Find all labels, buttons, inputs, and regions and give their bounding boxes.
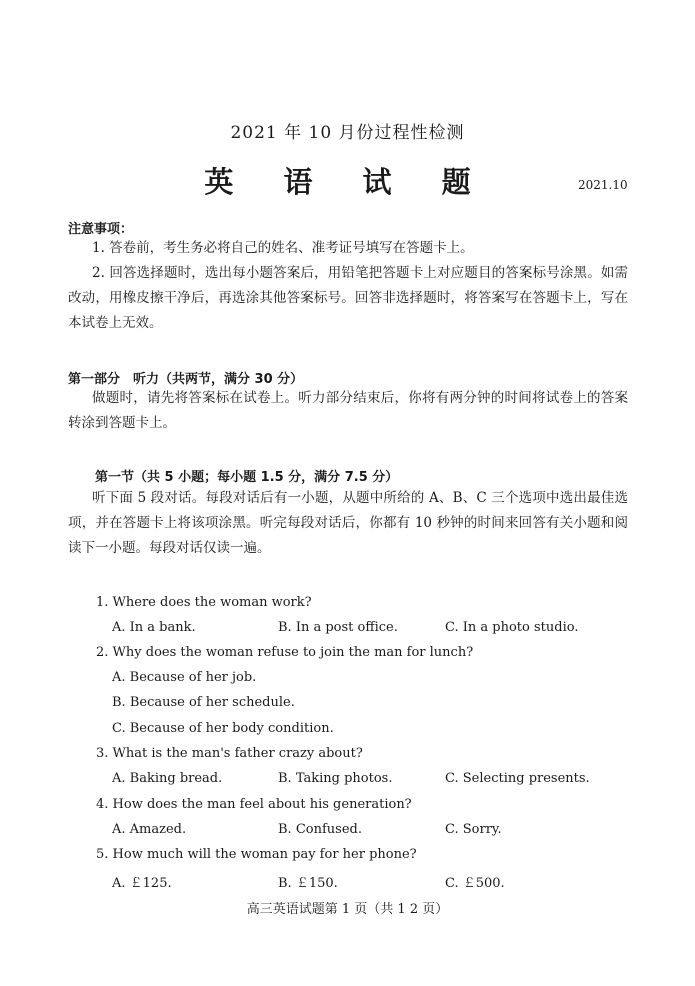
part1-intro: 做题时，请先将答案标在试卷上。听力部分结束后，你将有两分钟的时间将试卷上的答案转涂到答题卡上。 bbox=[68, 390, 628, 431]
section1-heading: 第一节（共 5 小题；每小题 1.5 分，满分 7.5 分） bbox=[95, 470, 399, 485]
exam-title: 2021 年 10 月份过程性检测 bbox=[230, 123, 465, 143]
option-b: B. Taking photos. bbox=[278, 771, 393, 786]
subject-title: 英 语 试 题 bbox=[204, 165, 491, 199]
option-a: A. Baking bread. bbox=[112, 771, 223, 786]
exam-date: 2021.10 bbox=[578, 178, 628, 192]
option-b: B. In a post office. bbox=[278, 620, 398, 635]
question-stem: 2. Why does the woman refuse to join the man for lunch? bbox=[96, 645, 474, 660]
question-stem: 3. What is the man's father crazy about? bbox=[96, 746, 363, 761]
option-c: C. Selecting presents. bbox=[445, 771, 590, 786]
option-a: A. In a bank. bbox=[112, 620, 196, 635]
question-stem: 1. Where does the woman work? bbox=[96, 595, 312, 610]
option-a: A. Amazed. bbox=[112, 822, 187, 837]
section1-intro: 听下面 5 段对话。每段对话后有一小题，从题中所给的 A、B、C 三个选项中选出最佳选项，并在答题卡上将该项涂黑。听完每段对话后，你都有 10 秒钟的时间来回答有关小题和阅读下一小题。每段对话仅读一遍。 bbox=[68, 490, 628, 556]
option-b: B. ￡150. bbox=[278, 876, 338, 891]
option-a: A. Because of her job. bbox=[112, 670, 257, 685]
option-c: C. Because of her body condition. bbox=[112, 721, 334, 736]
option-b: B. Because of her schedule. bbox=[112, 695, 295, 710]
option-c: C. Sorry. bbox=[445, 822, 502, 837]
page-footer: 高三英语试题第 1 页（共 1 2 页） bbox=[246, 902, 449, 917]
notice-heading: 注意事项： bbox=[68, 222, 134, 237]
notice-item-2: 2. 回答选择题时，选出每小题答案后，用铅笔把答题卡上对应题目的答案标号涂黑。如需改动，用橡皮擦干净后，再选涂其他答案标号。回答非选择题时，将答案写在答题卡上，写在本试卷上无效。 bbox=[68, 265, 628, 331]
option-c: C. ￡500. bbox=[445, 876, 505, 891]
question-stem: 4. How does the man feel about his generation? bbox=[96, 797, 412, 812]
option-c: C. In a photo studio. bbox=[445, 620, 579, 635]
notice-item-1: 1. 答卷前，考生务必将自己的姓名、准考证号填写在答题卡上。 bbox=[92, 240, 474, 256]
option-b: B. Confused. bbox=[278, 822, 362, 837]
option-a: A. ￡125. bbox=[112, 876, 172, 891]
part1-heading: 第一部分 听力（共两节，满分 30 分） bbox=[68, 372, 304, 387]
question-stem: 5. How much will the woman pay for her phone? bbox=[96, 847, 417, 862]
